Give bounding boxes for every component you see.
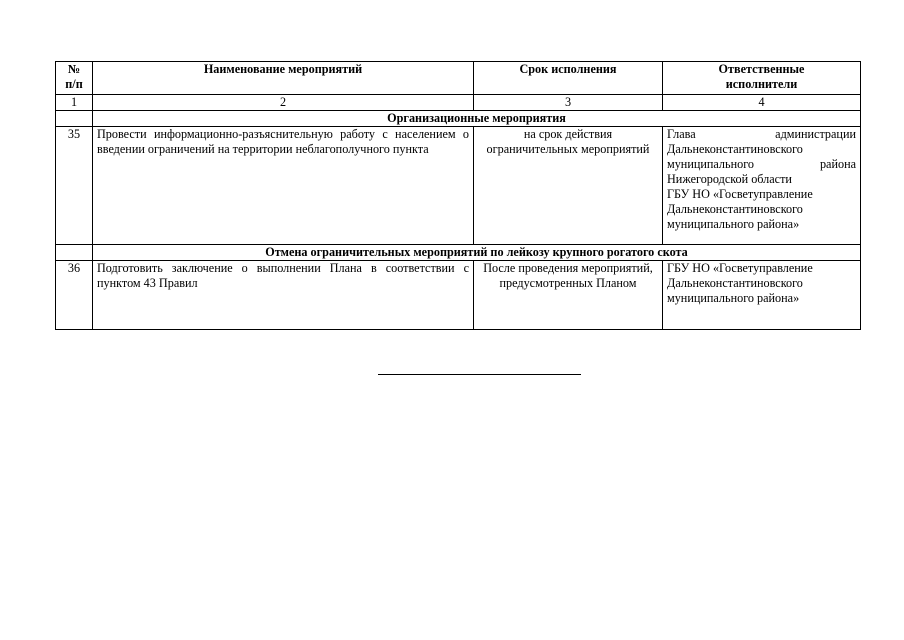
responsible-line: Дальнеконстантиновского [667, 142, 803, 156]
responsible-line: муниципального района» [667, 217, 800, 231]
responsible-line: муниципального района [667, 157, 856, 171]
column-number: 3 [474, 95, 663, 111]
column-number: 2 [93, 95, 474, 111]
header-term: Срок исполнения [474, 62, 663, 95]
section-title: Отмена ограничительных мероприятий по лейкозу крупного рогатого скота [93, 245, 861, 261]
table-header-row [56, 62, 861, 95]
responsible-line: муниципального района» [667, 291, 800, 305]
event-responsible [663, 127, 861, 245]
section-title-row [56, 245, 861, 261]
responsible-line: Дальнеконстантиновского [667, 276, 803, 290]
event-responsible [663, 261, 861, 330]
responsible-line: ГБУ НО «Госветуправление [667, 187, 813, 201]
closing-divider-line [378, 374, 581, 375]
header-name: Наименование мероприятий [93, 62, 474, 95]
column-number: 1 [56, 95, 93, 111]
responsible-line: ГБУ НО «Госветуправление [667, 261, 813, 275]
event-term: После проведения мероприятий, предусмотренных Планом [474, 261, 663, 330]
section-num-cell [56, 111, 93, 127]
header-responsible: Ответственные исполнители [663, 62, 861, 95]
section-num-cell [56, 245, 93, 261]
events-plan-table [55, 61, 861, 330]
event-name: Подготовить заключение о выполнении Плана в соответствии с пунктом 43 Правил [93, 261, 474, 330]
row-number: 35 [56, 127, 93, 245]
responsible-line: Дальнеконстантиновского [667, 202, 803, 216]
row-number: 36 [56, 261, 93, 330]
column-number: 4 [663, 95, 861, 111]
table-row [56, 127, 861, 245]
responsible-line: Глава администрации [667, 127, 856, 141]
event-name: Провести информационно-разъяснительную работу с населением о введении ограничений на территории неблагополучного пункта [93, 127, 474, 245]
table-row [56, 261, 861, 330]
responsible-line: Нижегородской области [667, 172, 792, 186]
section-title: Организационные мероприятия [93, 111, 861, 127]
header-num: № п/п [56, 62, 93, 95]
column-number-row [56, 95, 861, 111]
section-title-row [56, 111, 861, 127]
event-term: на срок действия ограничительных мероприятий [474, 127, 663, 245]
